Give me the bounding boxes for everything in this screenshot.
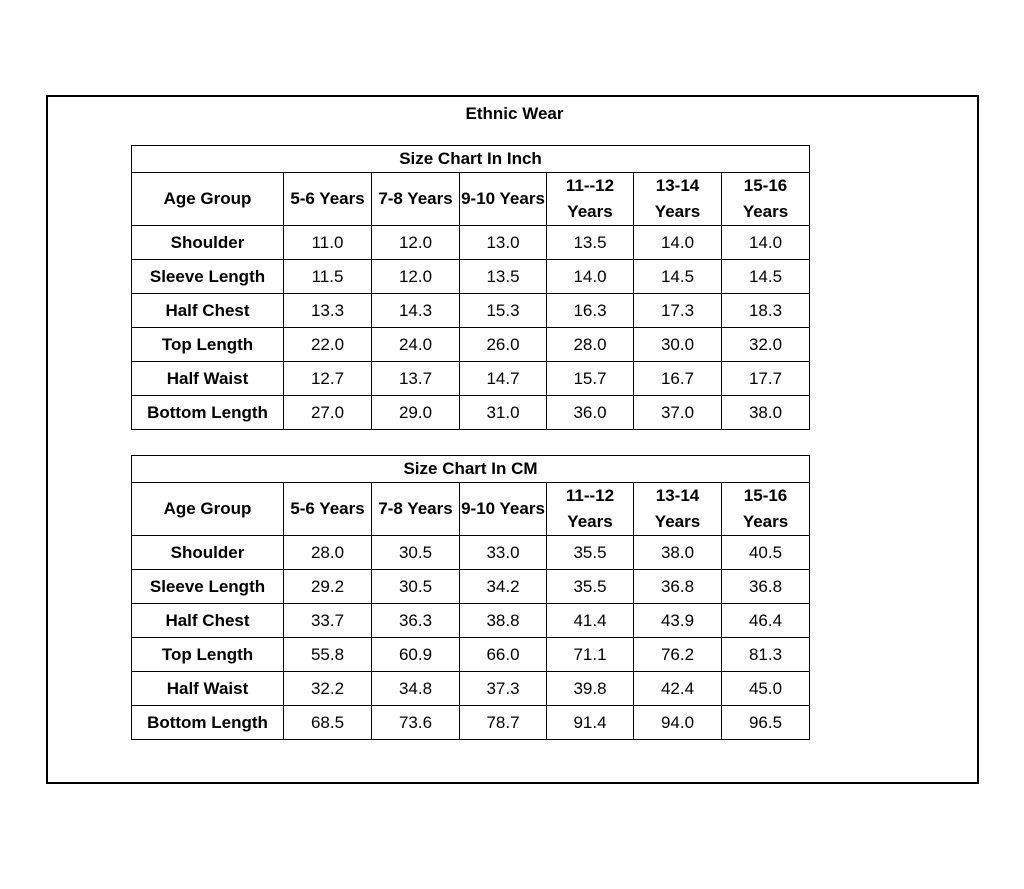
table-cell: 28.0 xyxy=(547,328,634,362)
table-cell: 33.7 xyxy=(284,604,372,638)
table-cell: 14.0 xyxy=(722,226,810,260)
table-cell: 27.0 xyxy=(284,396,372,430)
table-cell: 14.5 xyxy=(634,260,722,294)
table-cell: 38.0 xyxy=(634,536,722,570)
table-cell: 36.8 xyxy=(634,570,722,604)
table-cell: 37.0 xyxy=(634,396,722,430)
column-header: 7-8 Years xyxy=(372,173,460,226)
table-cell: 68.5 xyxy=(284,706,372,740)
row-label: Top Length xyxy=(132,328,284,362)
row-label: Sleeve Length xyxy=(132,260,284,294)
table-cell: 29.2 xyxy=(284,570,372,604)
table-caption: Size Chart In Inch xyxy=(132,146,810,173)
table-cell: 11.5 xyxy=(284,260,372,294)
table-cell: 15.7 xyxy=(547,362,634,396)
table-cell: 45.0 xyxy=(722,672,810,706)
age-group-header: Age Group xyxy=(132,173,284,226)
table-cell: 94.0 xyxy=(634,706,722,740)
column-header: 5-6 Years xyxy=(284,483,372,536)
table-row xyxy=(132,328,810,362)
table-row xyxy=(132,396,810,430)
table-cell: 13.5 xyxy=(547,226,634,260)
table-cell: 66.0 xyxy=(460,638,547,672)
table-cell: 17.7 xyxy=(722,362,810,396)
table-cell: 14.3 xyxy=(372,294,460,328)
table-cell: 38.0 xyxy=(722,396,810,430)
table-cell: 17.3 xyxy=(634,294,722,328)
row-label: Top Length xyxy=(132,638,284,672)
table-cell: 40.5 xyxy=(722,536,810,570)
table-cell: 37.3 xyxy=(460,672,547,706)
table-cell: 46.4 xyxy=(722,604,810,638)
table-cell: 73.6 xyxy=(372,706,460,740)
table-cell: 33.0 xyxy=(460,536,547,570)
table-cell: 14.0 xyxy=(547,260,634,294)
column-header: 15-16 Years xyxy=(722,483,810,536)
table-cell: 12.7 xyxy=(284,362,372,396)
table-row xyxy=(132,638,810,672)
table-cell: 41.4 xyxy=(547,604,634,638)
table-cell: 32.0 xyxy=(722,328,810,362)
column-header: 13-14 Years xyxy=(634,483,722,536)
table-cell: 38.8 xyxy=(460,604,547,638)
table-cell: 26.0 xyxy=(460,328,547,362)
table-cell: 96.5 xyxy=(722,706,810,740)
column-header: 13-14 Years xyxy=(634,173,722,226)
document-title: Ethnic Wear xyxy=(465,104,564,123)
row-label: Shoulder xyxy=(132,226,284,260)
document-frame xyxy=(46,95,979,784)
table-cell: 76.2 xyxy=(634,638,722,672)
table-row xyxy=(132,706,810,740)
table-cell: 30.0 xyxy=(634,328,722,362)
row-label: Half Waist xyxy=(132,362,284,396)
table-cell: 13.5 xyxy=(460,260,547,294)
row-label: Half Chest xyxy=(132,294,284,328)
column-header: 9-10 Years xyxy=(460,483,547,536)
table-row xyxy=(132,570,810,604)
table-cell: 36.0 xyxy=(547,396,634,430)
table-cell: 71.1 xyxy=(547,638,634,672)
table-cell: 39.8 xyxy=(547,672,634,706)
table-cell: 30.5 xyxy=(372,570,460,604)
table-cell: 16.7 xyxy=(634,362,722,396)
table-cell: 36.8 xyxy=(722,570,810,604)
row-label: Bottom Length xyxy=(132,396,284,430)
table-cell: 14.5 xyxy=(722,260,810,294)
table-cell: 16.3 xyxy=(547,294,634,328)
table-cell: 30.5 xyxy=(372,536,460,570)
table-cell: 34.2 xyxy=(460,570,547,604)
table-cell: 11.0 xyxy=(284,226,372,260)
table-cell: 78.7 xyxy=(460,706,547,740)
table-row xyxy=(132,294,810,328)
table-cell: 60.9 xyxy=(372,638,460,672)
table-cell: 12.0 xyxy=(372,226,460,260)
table-cell: 13.3 xyxy=(284,294,372,328)
table-row xyxy=(132,672,810,706)
table-cell: 29.0 xyxy=(372,396,460,430)
row-label: Bottom Length xyxy=(132,706,284,740)
table-caption: Size Chart In CM xyxy=(132,456,810,483)
column-header: 9-10 Years xyxy=(460,173,547,226)
table-cell: 12.0 xyxy=(372,260,460,294)
table-row xyxy=(132,362,810,396)
table-cell: 43.9 xyxy=(634,604,722,638)
table-cell: 35.5 xyxy=(547,570,634,604)
table-cell: 81.3 xyxy=(722,638,810,672)
table-cell: 42.4 xyxy=(634,672,722,706)
table-cell: 36.3 xyxy=(372,604,460,638)
table-cell: 13.0 xyxy=(460,226,547,260)
column-header: 11--12 Years xyxy=(547,483,634,536)
table-row xyxy=(132,604,810,638)
table-row xyxy=(132,536,810,570)
table-cell: 91.4 xyxy=(547,706,634,740)
row-label: Half Waist xyxy=(132,672,284,706)
table-cell: 13.7 xyxy=(372,362,460,396)
table-cell: 32.2 xyxy=(284,672,372,706)
table-cell: 22.0 xyxy=(284,328,372,362)
table-row xyxy=(132,226,810,260)
table-cell: 14.0 xyxy=(634,226,722,260)
table-cell: 18.3 xyxy=(722,294,810,328)
table-cell: 24.0 xyxy=(372,328,460,362)
column-header: 5-6 Years xyxy=(284,173,372,226)
row-label: Sleeve Length xyxy=(132,570,284,604)
table-cell: 15.3 xyxy=(460,294,547,328)
size-chart-cm-table xyxy=(131,455,810,740)
row-label: Shoulder xyxy=(132,536,284,570)
table-cell: 55.8 xyxy=(284,638,372,672)
column-header: 7-8 Years xyxy=(372,483,460,536)
row-label: Half Chest xyxy=(132,604,284,638)
table-cell: 14.7 xyxy=(460,362,547,396)
column-header: 11--12 Years xyxy=(547,173,634,226)
table-row xyxy=(132,260,810,294)
table-cell: 34.8 xyxy=(372,672,460,706)
table-cell: 28.0 xyxy=(284,536,372,570)
table-cell: 35.5 xyxy=(547,536,634,570)
size-chart-inch-table xyxy=(131,145,810,430)
age-group-header: Age Group xyxy=(132,483,284,536)
table-cell: 31.0 xyxy=(460,396,547,430)
column-header: 15-16 Years xyxy=(722,173,810,226)
